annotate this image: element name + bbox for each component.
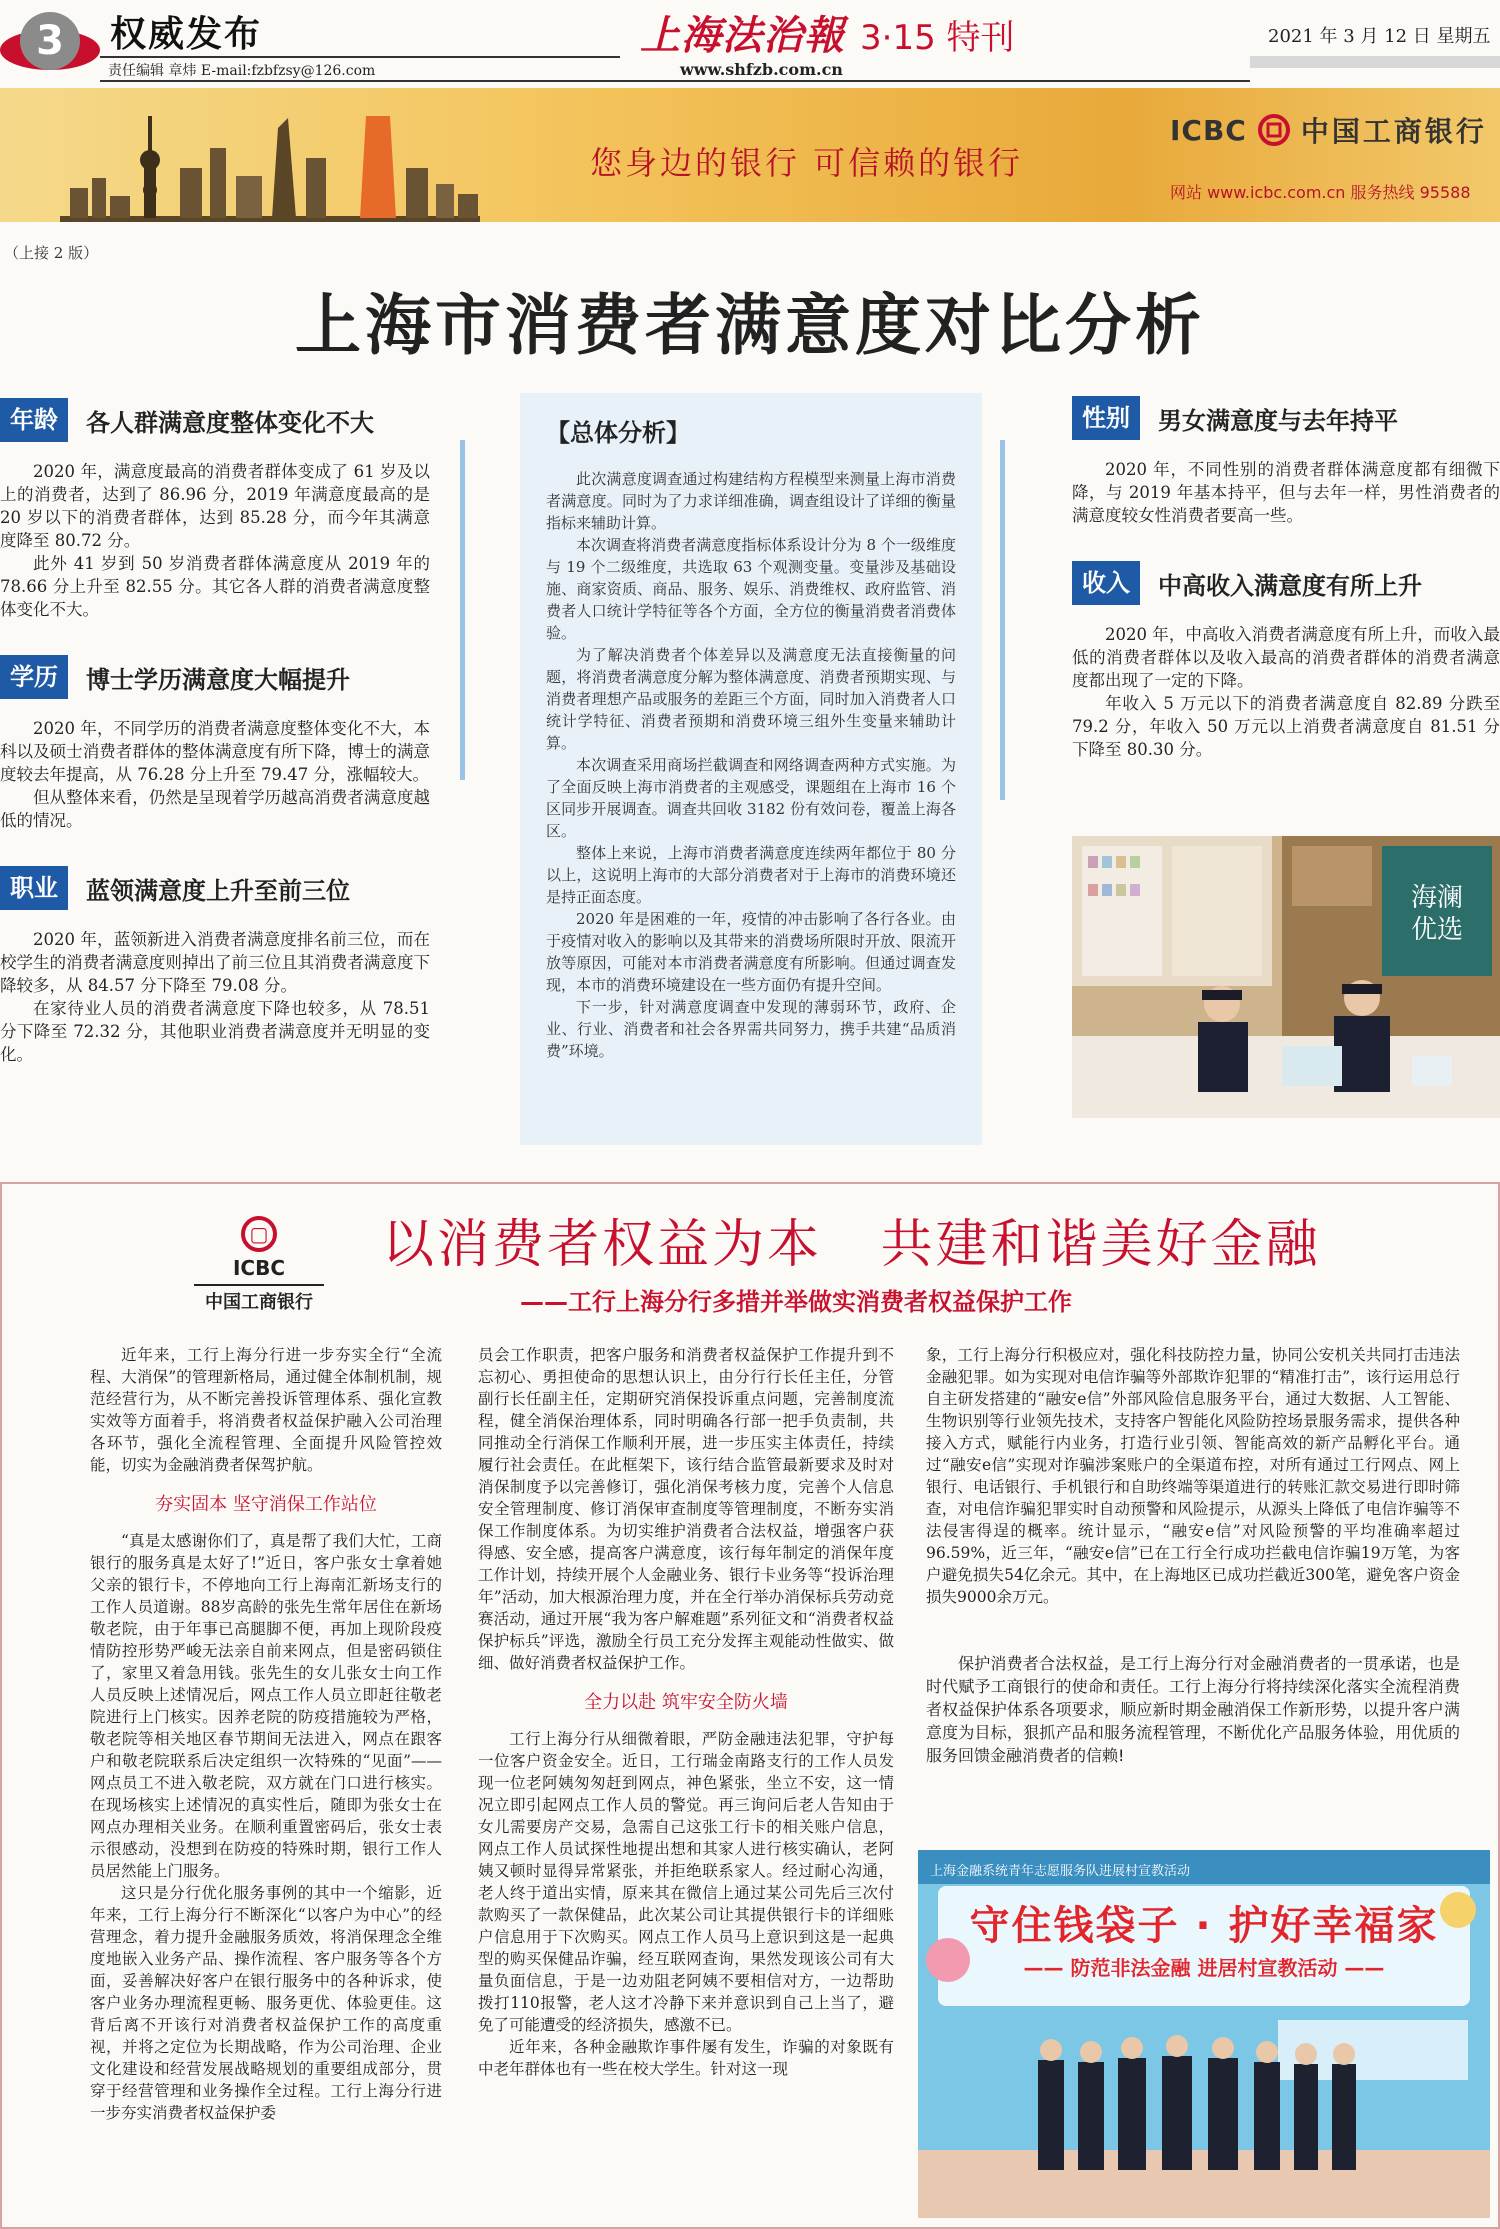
main-headline: 上海市消费者满意度对比分析 [295,287,1205,364]
icbc-advertorial [0,1182,1500,2229]
section-title: 权威发布 [110,14,263,55]
masthead-rule [100,56,620,58]
paragraph: 2020 年，中高收入消费者满意度有所上升，而收入最低的消费者群体以及收入最高的消费者群体的消费者满意度都出现了一定的下降。 [1072,625,1500,690]
paragraph: 本次调查采用商场拦截调查和网络调查两种方式实施。为了全面反映上海市消费者的主观感受，课题组在上海市 16 个区同步开展调查。调查共回收 3182 份有效问卷，覆盖上海各区。 [546,756,956,840]
section-header [1072,561,1500,605]
paragraph: 整体上来说，上海市消费者满意度连续两年都位于 80 分以上，这说明上海市的大部分消费者对于上海市的消费环境还是持正面态度。 [546,844,956,906]
outreach-event-photo [918,1850,1490,2218]
paragraph: 这只是分行优化服务事例的其中一个缩影，近年来，工行上海分行不断深化“以客户为中心”的经营理念，着力提升金融服务质效，将消保理念全维度地嵌入业务产品、操作流程、客户服务等各个方面，妥善解决好客户在银行服务中的各种诉求，使客户业务办理流程更畅、服务更优、体验更佳。这背后离不开该行对消费者权益保护工作的高度重视，并将之定位为长期战略，作为公司治理、企业文化建设和经营发展战略规划的重要组成部分，贯穿于经营管理和业务操作全过程。工行上海分行进一步夯实消费者权益保护委 [90,1884,442,2122]
ad-slogan: 您身边的银行 可信赖的银行 [590,144,1024,182]
advertorial-headline: 以消费者权益为本 共建和谐美好金融 [382,1215,1321,1275]
masthead-rule [100,80,1250,82]
event-banner-title: 守住钱袋子 · 护好幸福家 [969,1903,1439,1949]
shanghai-skyline-illustration [60,108,480,222]
icbc-logo-chinese: 中国工商银行 [194,1284,324,1314]
paragraph: 2020 年，不同性别的消费者群体满意度都有细微下降，与 2019 年基本持平，但与去年一样，男性消费者的满意度较女性消费者要高一些。 [1072,460,1500,525]
issue-date: 2021 年 3 月 12 日 星期五 [1268,26,1491,47]
column-accent-rule [1000,440,1005,800]
icbc-ad-banner[interactable] [0,88,1500,222]
section-gender [1072,396,1500,527]
advertorial-subheadline: ——工行上海分行多措并举做实消费者权益保护工作 [520,1288,1072,1316]
paragraph: 近年来，工行上海分行进一步夯实全行“全流程、大消保”的管理新格局，通过健全体制机制，规范经营行为，从不断完善投诉管理体系、强化宣教实效等方面着手，将消费者权益保护融入公司治理各环节，强化全流程管理、全面提升风险管控效能，切实为金融消费者保驾护航。 [90,1346,442,1474]
icbc-logo-latin: ICBC [1170,113,1247,147]
column-accent-rule [460,440,465,780]
section-title: 博士学历满意度大幅提升 [86,665,350,694]
paragraph: 本次调查将消费者满意度指标体系设计分为 8 个一级维度与 19 个二级维度，共选取 63 个观测变量。变量涉及基础设施、商家资质、商品、服务、娱乐、消费维权、政府监管、消费者人口统计学特征等各个方面，全方位的衡量消费者消费体验。 [546,536,956,642]
section-education [0,655,430,832]
section-title: 男女满意度与去年持平 [1158,406,1398,435]
section-income [1072,561,1500,761]
page-number: 3 [20,12,80,70]
section-age [0,398,430,621]
store-inspection-illustration [1072,836,1500,1118]
paragraph: 2020 年是困难的一年，疫情的冲击影响了各行各业。由于疫情对收入的影响以及其带来的消费场所限时开放、限流开放等原因，可能对本市消费者满意度有所影响。但通过调查发现，本市的消费环境建设在一些方面仍有提升空间。 [546,910,956,994]
section-tag: 年龄 [0,398,68,442]
paragraph: 下一步，针对满意度调查中发现的薄弱环节，政府、企业、行业、消费者和社会各界需共同努力，携手共建“品质消费”环境。 [546,998,956,1060]
icbc-logo [1170,110,1487,150]
masthead-rule [1250,56,1500,68]
editor-line: 责任编辑 章炜 E-mail:fzbfzsy@126.com [108,63,376,79]
paragraph: 近年来，各种金融欺诈事件屡有发生，诈骗的对象既有中老年群体也有一些在校大学生。针对这一现 [478,2038,894,2078]
advertorial-column-1 [90,1344,442,2124]
section-header [0,398,430,442]
paragraph: 保护消费者合法权益，是工行上海分行对金融消费者的一贯承诺，也是时代赋予工商银行的使命和责任。工行上海分行将持续深化落实全流程消费者权益保护体系各项要求，顺应新时期金融消保工作新形势，以提升客户满意度为目标，狠抓产品和服务流程管理，不断优化产品服务体验，用优质的服务回馈金融消费者的信赖! [926,1654,1460,1765]
paragraph: 在家待业人员的消费者满意度下降也较多，从 78.51 分下降至 72.32 分，其他职业消费者满意度并无明显的变化。 [0,999,430,1064]
section-tag: 性别 [1072,396,1140,440]
paragraph: “真是太感谢你们了，真是帮了我们大忙，工商银行的服务真是太好了!”近日，客户张女士拿着她父亲的银行卡，不停地向工行上海南汇新场支行的工作人员道谢。88岁高龄的张先生常年居住在新场敬老院，由于年事已高腿脚不便，再加上现阶段疫情防控形势严峻无法亲自前来网点，但是密码锁住了，家里又着急用钱。张先生的女儿张女士向工作人员反映上述情况后，网点工作人员立即赶往敬老院进行上门核实。因养老院的防疫措施较为严格，敬老院等相关地区春节期间无法进入，网点在跟客户和敬老院联系后决定组织一次特殊的“见面”——网点员工不进入敬老院，双方就在门口进行核实。在现场核实上述情况的真实性后，随即为张女士在网点办理相关业务。在顺利重置密码后，张女士表示很感动，没想到在防疫的特殊时期，银行工作人员居然能上门服务。 [90,1532,442,1880]
paragraph: 但从整体来看，仍然是呈现着学历越高消费者满意度越低的情况。 [0,788,430,830]
section-title: 中高收入满意度有所上升 [1158,571,1422,600]
paragraph: 此外 41 岁到 50 岁消费者群体满意度从 2019 年的 78.66 分上升至 82.55 分。其它各人群的消费者满意度整体变化不大。 [0,554,430,619]
summary-box-title: 【总体分析】 [546,419,690,447]
masthead [0,0,1500,84]
paragraph: 2020 年，不同学历的消费者满意度整体变化不大，本科以及硕士消费者群体的整体满意度有所下降，博士的满意度较去年提高，从 76.28 分上升至 79.47 分，涨幅较大。 [0,719,430,784]
section-title: 蓝领满意度上升至前三位 [86,876,350,905]
paragraph: 为了解决消费者个体差异以及满意度无法直接衡量的问题，将消费者满意度分解为整体满意度、消费者预期实现、与消费者理想产品或服务的差距三个方面，同时加入消费者人口统计学特征、消费者预期和消费环境三组外生变量来辅助计算。 [546,646,956,752]
right-column [1072,396,1500,795]
paragraph: 2020 年，满意度最高的消费者群体变成了 61 岁及以上的消费者，达到了 86.96 分，2019 年满意度最高的是 20 岁以下的消费者群体，达到 85.28 分，而今年其满意度降至 80.72 分。 [0,462,430,550]
continued-note: （上接 2 版） [4,244,99,262]
icbc-emblem-icon [1257,113,1291,147]
section-title: 各人群满意度整体变化不大 [86,408,374,437]
icbc-logo-chinese: 中国工商银行 [1300,115,1487,148]
store-sign-line: 优选 [1410,915,1464,945]
section-tag: 收入 [1072,561,1140,605]
paragraph: 象，工行上海分行积极应对，强化科技防控力量，协同公安机关共同打击违法金融犯罪。如为实现对电信诈骗等外部欺诈犯罪的“精准打击”，该行运用总行自主研发搭建的“融安e信”外部风险信息服务平台，通过大数据、人工智能、生物识别等行业领先技术，支持客户智能化风险防控场景服务需求，提供各种接入方式，赋能行内业务，打造行业引领、智能高效的新产品孵化平台。通过“融安e信”实现对诈骗涉案账户的全渠道布控，对所有通过工行网点、网上银行、电话银行、手机银行和自助终端等渠道进行的转账汇款交易进行即时筛查，对电信诈骗犯罪实时自动预警和风险提示，从源头上降低了电信诈骗等不法侵害得逞的概率。统计显示，“融安e信”对风险预警的平均准确率超过96.59%，近三年，“融安e信”已在工行全行成功拦截电信诈骗19万笔，为客户避免损失54亿余元。其中，在上海地区已成功拦截近300笔，避免客户资金损失9000余万元。 [926,1346,1460,1606]
store-sign-line: 海澜 [1410,883,1464,913]
page-number-badge [0,12,100,70]
section-tag: 职业 [0,866,68,910]
section-header [1072,396,1500,440]
advertorial-column-3 [926,1344,1460,1767]
paragraph: 2020 年，蓝领新进入消费者满意度排名前三位，而在校学生的消费者满意度则掉出了前三位且其消费者满意度下降较多，从 84.57 分下降至 79.08 分。 [0,930,430,995]
advertorial-closing [926,1652,1460,1767]
icbc-logo-latin: ICBC [232,1256,286,1280]
ad-contact-line: 网站 www.icbc.com.cn 服务热线 95588 [1170,183,1471,202]
event-banner-subtitle: —— 防范非法金融 进居村宣教活动 —— [1023,1956,1385,1980]
event-photo-caption: 上海金融系统青年志愿服务队进展村宣教活动 [930,1864,1191,1879]
advertorial-subhead: 全力以赴 筑牢安全防火墙 [584,1692,788,1713]
store-inspection-photo [1072,836,1500,1118]
advertorial-subhead: 夯实固本 坚守消保工作站位 [155,1494,377,1515]
advertorial-column-2 [478,1344,894,2080]
paper-name: 上海法治報 [640,12,845,59]
icbc-logo [194,1216,324,1316]
special-edition-label: 3·15 特刊 [860,18,1015,58]
icbc-emblem-icon: ▢ [241,1216,277,1252]
paragraph: 此次满意度调查通过构建结构方程模型来测量上海市消费者满意度。同时为了力求详细准确，调查组设计了详细的衡量指标来辅助计算。 [546,470,956,532]
paragraph: 工行上海分行从细微着眼，严防金融违法犯罪，守护每一位客户资金安全。近日，工行瑞金南路支行的工作人员发现一位老阿姨匆匆赶到网点，神色紧张，坐立不安，这一情况立即引起网点工作人员的警觉。再三询问后老人告知由于女儿需要房产交易，急需自己这张工行卡的相关账户信息，网点工作人员试探性地提出想和其家人进行核实确认，老阿姨又顿时显得异常紧张，并拒绝联系家人。经过耐心沟通，老人终于道出实情，原来其在微信上通过某公司先后三次付款购买了一款保健品，此次某公司让其提供银行卡的详细账户信息用于下次购买。网点工作人员马上意识到这是一起典型的购买保健品诈骗，经互联网查询，果然发现该公司有大量负面信息，于是一边劝阻老阿姨不要相信对方，一边帮助拨打110报警，老人这才冷静下来并意识到自己上当了，避免了可能遭受的经济损失，感激不已。 [478,1730,894,2034]
paper-website[interactable]: www.shfzb.com.cn [680,60,843,79]
left-column [0,398,430,1100]
paragraph: 员会工作职责，把客户服务和消费者权益保护工作提升到不忘初心、勇担使命的思想认识上，由分行行长任主任，分管副行长任副主任，定期研究消保投诉重点问题，完善制度流程，健全消保治理体系，同时明确各行部一把手负责制，共同推动全行消保工作顺利开展，进一步压实主体责任，持续履行社会责任。在此框架下，该行结合监管最新要求及时对消保制度予以完善修订，强化消保考核力度，完善个人信息安全管理制度、修订消保审查制度等管理制度，不断夯实消保工作制度体系。为切实维护消费者合法权益，增强客户获得感、安全感，提高客户满意度，该行每年制定的消保年度工作计划，持续开展个人金融业务、银行卡业务等“投诉治理年”活动，加大根源治理力度，并在全行举办消保标兵劳动竞赛活动，通过开展“我为客户解难题”系列征文和“消费者权益保护标兵”评选，激励全行员工充分发挥主观能动性做实、做细、做好消费者权益保护工作。 [478,1346,894,1672]
section-tag: 学历 [0,655,68,699]
section-occupation [0,866,430,1066]
paragraph: 年收入 5 万元以下的消费者满意度自 82.89 分跌至 79.2 分，年收入 50 万元以上消费者满意度自 81.51 分下降至 80.30 分。 [1072,694,1500,759]
summary-box [520,393,982,1145]
section-header [0,655,430,699]
section-header [0,866,430,910]
